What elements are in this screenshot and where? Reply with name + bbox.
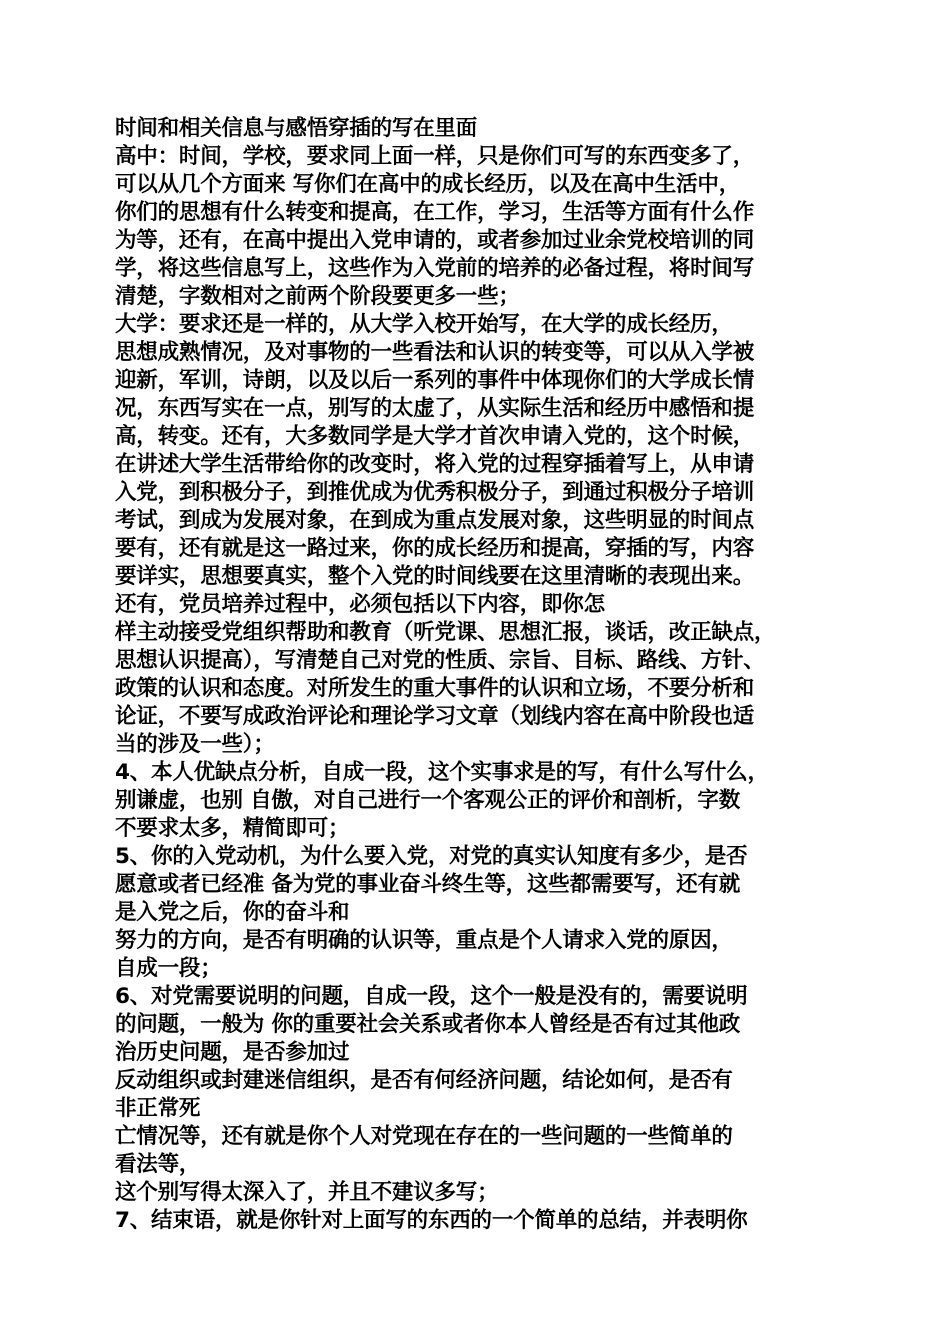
text-line: 是入党之后，你的奋斗和 [115,900,350,925]
text-line: 不要求太多，精简即可； [115,816,350,841]
text-line: 大学：要求还是一样的，从大学入校开始写，在大学的成长经历， [115,312,733,337]
text-line: 思想认识提高），写清楚自己对党的性质、宗旨、目标、路线、方针、 [115,648,765,673]
text-line: 时间和相关信息与感悟穿插的写在里面 [115,116,478,141]
text-line: 别谦虚，也别 自傲，对自己进行一个客观公正的评价和剖析，字数 [115,788,740,813]
text-line: 自成一段； [115,956,222,981]
text-line: 清楚，字数相对之前两个阶段要更多一些； [115,284,520,309]
text-line: 况，东西写实在一点，别写的太虚了，从实际生活和经历中感悟和提 [115,396,755,421]
text-line: 入党，到积极分子，到推优成为优秀积极分子，到通过积极分子培训 [115,480,755,505]
text-line: 非正常死 [115,1096,201,1121]
text-line: 迎新，军训，诗朗，以及以后一系列的事件中体现你们的大学成长情 [115,368,755,393]
text-line: 要详实，思想要真实，整个入党的时间线要在这里清晰的表现出来。 [115,564,755,589]
text-line: 4、本人优缺点分析，自成一段，这个实事求是的写，有什么写什么， [115,760,769,785]
text-line: 亡情况等，还有就是你个人对党现在存在的一些问题的一些简单的 [115,1124,733,1149]
text-line: 考试，到成为发展对象，在到成为重点发展对象，这些明显的时间点 [115,508,755,533]
text-line: 学，将这些信息写上，这些作为入党前的培养的必备过程，将时间写 [115,256,755,281]
text-line: 这个别写得太深入了，并且不建议多写； [115,1180,499,1205]
text-line: 7、结束语，就是你针对上面写的东西的一个简单的总结，并表明你 [115,1208,748,1233]
text-line: 你们的思想有什么转变和提高，在工作，学习，生活等方面有什么作 [115,200,755,225]
text-line: 治历史问题，是否参加过 [115,1040,350,1065]
text-line: 高中：时间，学校，要求同上面一样，只是你们可写的东西变多了， [115,144,755,169]
text-line: 6、对党需要说明的问题，自成一段，这个一般是没有的，需要说明 [115,984,748,1009]
text-line: 愿意或者已经准 备为党的事业奋斗终生等，这些都需要写，还有就 [115,872,740,897]
text-line: 论证，不要写成政治评论和理论学习文章（划线内容在高中阶段也适 [115,704,755,729]
text-line: 还有，党员培养过程中，必须包括以下内容，即你怎 [115,592,605,617]
text-line: 可以从几个方面来 写你们在高中的成长经历，以及在高中生活中， [115,172,740,197]
text-line: 要有，还有就是这一路过来，你的成长经历和提高，穿插的写，内容 [115,536,755,561]
text-line: 当的涉及一些）； [115,732,275,757]
text-line: 5、你的入党动机，为什么要入党，对党的真实认知度有多少，是否 [115,844,748,869]
text-line: 努力的方向，是否有明确的认识等，重点是个人请求入党的原因， [115,928,733,953]
text-line: 看法等， [115,1152,201,1177]
text-line: 高，转变。还有，大多数同学是大学才首次申请入党的，这个时候， [115,424,755,449]
text-line: 在讲述大学生活带给你的改变时，将入党的过程穿插着写上，从申请 [115,452,755,477]
text-line: 反动组织或封建迷信组织，是否有何经济问题，结论如何，是否有 [115,1068,733,1093]
text-line: 思想成熟情况，及对事物的一些看法和认识的转变等，可以从入学被 [115,340,755,365]
text-line: 样主动接受党组织帮助和教育（听党课、思想汇报，谈话，改正缺点， [115,620,776,645]
text-line: 政策的认识和态度。对所发生的重大事件的认识和立场，不要分析和 [115,676,755,701]
document-body [115,115,855,1235]
text-line: 的问题，一般为 你的重要社会关系或者你本人曾经是否有过其他政 [115,1012,740,1037]
text-line: 为等，还有，在高中提出入党申请的，或者参加过业余党校培训的同 [115,228,755,253]
